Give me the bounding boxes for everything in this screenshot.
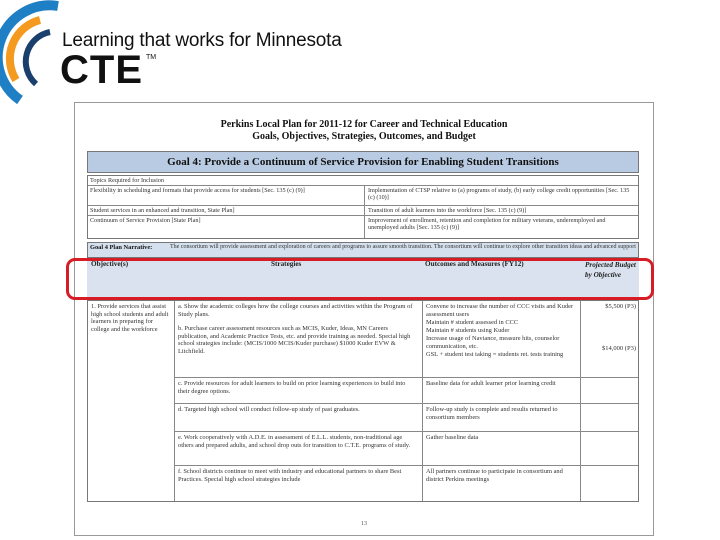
topics-label: Topics Required for Inclusion bbox=[90, 177, 164, 184]
column-budget: Projected Budget by Objective bbox=[585, 261, 636, 279]
narrative-label: Goal 4 Plan Narrative: bbox=[90, 244, 153, 251]
topic-left-2: Student services in an enhanced and transition, State Plan] bbox=[90, 207, 235, 214]
document-subtitle: Goals, Objectives, Strategies, Outcomes, and Budget bbox=[252, 131, 476, 142]
strategy-d: d. Targeted high school will conduct follow-up study of past graduates. bbox=[178, 406, 360, 413]
outcome-a-3: Maintain # students using Kuder bbox=[426, 327, 510, 334]
highlight-frame bbox=[66, 258, 654, 300]
topic-left-3: Continuum of Service Provision [State Plan] bbox=[90, 217, 201, 224]
outcome-c-1: Baseline data for adult learner prior learning credit bbox=[426, 380, 556, 387]
page-number: 13 bbox=[361, 521, 367, 527]
goal-heading: Goal 4: Provide a Continuum of Service Provision for Enabling Student Transitions bbox=[87, 151, 639, 173]
outcome-d-1: Follow-up study is complete and results returned to consortium members bbox=[426, 406, 558, 421]
topic-left-1: Flexibility in scheduling and formats that provide access for students [Sec. 135 (c) (9)] bbox=[90, 187, 305, 194]
outcome-b-2: GSL + student test taking = students ret. tests training bbox=[426, 351, 564, 358]
narrative-text: The consortium will provide assessment and exploration of careers and programs to assure smooth transition. The consortium will continue to explore other transition ideas and advanced support bbox=[170, 244, 636, 250]
column-objectives: Objective(s) bbox=[91, 260, 129, 268]
document-page bbox=[74, 102, 654, 536]
cte-logo bbox=[0, 0, 342, 110]
logo-dark-arc bbox=[26, 32, 50, 84]
outcome-a-2: Maintain # student assessed in CCC bbox=[426, 319, 519, 326]
topic-right-3: Improvement of enrollment, retention and completion for military veterans, underemployed and unemployed adults [Sec. 135 (c) (9)] bbox=[368, 217, 606, 231]
logo-wordmark: CTE bbox=[60, 48, 143, 92]
column-outcomes: Outcomes and Measures (FY12) bbox=[425, 260, 524, 268]
outcome-f-1: All partners continue to participate in consortium and district Perkins meetings bbox=[426, 468, 563, 483]
strategy-c: c. Provide resources for adult learners to build on prior learning experiences to build into their degree options. bbox=[178, 380, 406, 395]
objective-1: 1. Provide services that assist high school students and adult learners in preparing for college and the workforce bbox=[91, 303, 169, 333]
strategy-f: f. School districts continue to meet with industry and educational partners to share Best Practices. Special high school strategies include bbox=[178, 468, 402, 483]
outcome-a-1: Convene to increase the number of CCC visits and Kuder assessment users bbox=[426, 303, 574, 318]
trademark: TM bbox=[146, 54, 157, 61]
strategy-e: e. Work cooperatively with A.D.E. in assessment of E.L.L. students, non-traditional age others and prepared adults, and school drop outs for transition to C.T.E. programs of study. bbox=[178, 434, 411, 449]
outcome-b-1: Increase usage of Naviance, measure hits, counselor communication, etc. bbox=[426, 335, 560, 350]
budget-a: $5,500 (P3) bbox=[605, 303, 636, 310]
topic-right-2: Transition of adult learners into the workforce [Sec. 135 (c) (9)] bbox=[368, 207, 527, 214]
column-strategies: Strategies bbox=[271, 260, 302, 268]
topics-table bbox=[87, 175, 639, 239]
strategy-b: b. Purchase career assessment resources such as MCIS, Kuder, Ideas, MN Careers publication, and Academic Practice Tests, etc. and provide training as needed. Special high school strategies include: (MCIS/1000 MCIS/Kuder purchase) $1000 Kuder EVW & Litchfield. bbox=[178, 325, 411, 355]
document-title: Perkins Local Plan for 2011-12 for Career and Technical Education bbox=[220, 119, 508, 130]
tagline: Learning that works for Minnesota bbox=[62, 30, 342, 51]
outcome-e-1: Gather baseline data bbox=[426, 434, 479, 441]
objectives-table bbox=[87, 300, 639, 502]
budget-b: $14,000 (P3) bbox=[602, 345, 636, 352]
topic-right-1: Implementation of CTSP relative to (a) programs of study, (b) early college credit opportunities [Sec. 135 (c) (10)] bbox=[368, 187, 630, 201]
strategy-a: a. Show the academic colleges how the college courses and activities within the Program of Study plans. bbox=[178, 303, 413, 318]
plan-narrative bbox=[87, 242, 639, 258]
